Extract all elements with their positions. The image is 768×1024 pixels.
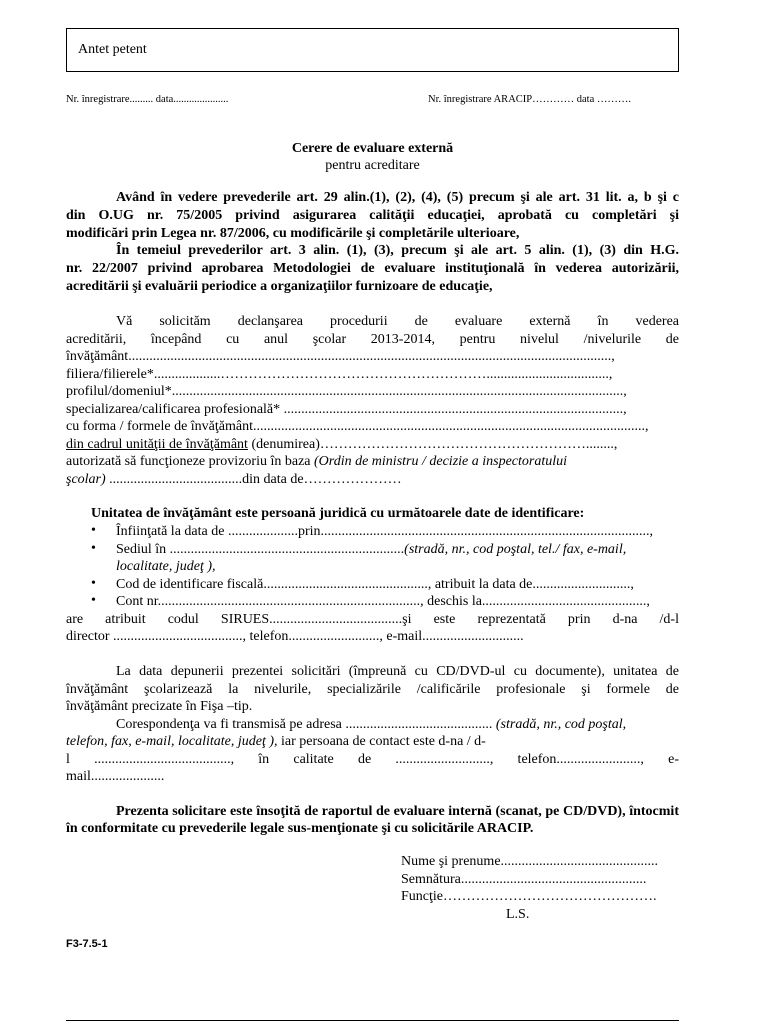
correspondence-hint: (stradă, nr., cod poştal, [495,717,627,732]
authorization-text: autorizată să funcţioneze provizoriu în baza [66,454,314,469]
legal-basis-line: nr. 22/2007 privind aprobarea Metodologiei de evaluare instituţională în vederea autorizării, [66,261,679,276]
bullet-icon: • [91,541,96,556]
contact-person-text: iar persoana de contact este d-na / d- [277,734,486,749]
request-line-forms: cu forma / formele de învăţământ................................................................................................................, [66,419,649,434]
legal-basis-line: acreditării şi evaluării periodice a organizaţiilor furnizoare de educaţie, [66,279,493,294]
signature-function-field: Funcţie………………………………………. [401,889,657,904]
document-subtitle: pentru acreditare [325,158,420,173]
identity-sirues: are atribuit codul SIRUES......................................şi este reprezentată prin d-na /d-l [66,612,679,627]
request-line-specialization: specializarea/calificarea profesională* ................................................................................................., [66,402,627,417]
closing-line: Prezenta solicitare este însoţită de raportul de evaluare internă (scanat, pe CD/DVD), întocmit [116,804,679,819]
unit-label: din cadrul unităţii de învăţământ [66,437,248,452]
request-line: acreditării, începând cu anul şcolar 2013-2014, pentru nivelul /nivelurile de [66,332,679,347]
request-line-track: filiera/filierele*...................…………………………………………………..................................., [66,367,613,382]
identity-bank-account: Cont nr..........................................................................., deschis la..............................................., [116,594,650,609]
footer-divider [66,1020,679,1021]
legal-basis-line: modificări prin Legea nr. 87/2006, cu modificările şi completările ulterioare, [66,226,520,241]
correspondence-hint-cont: telefon, fax, e-mail, localitate, judeţ ), [66,734,278,749]
signature-name-field: Nume şi prenume............................................. [401,854,659,869]
form-code: F3-7.5-1 [66,938,108,950]
identity-director: director ....................................., telefon.........................., e-mail............................. [66,629,524,644]
identity-heading: Unitatea de învăţământ este persoană juridică cu următoarele date de identificare: [91,506,585,521]
contact-person-line: l ......................................., în calitate de ..........................., telefon........................, e- [66,752,679,767]
bullet-icon: • [91,593,96,608]
address-field: Sediul în ................................................................... [116,542,405,557]
legal-basis-line: În temeiul prevederilor art. 3 alin. (1), (3), precum şi ale art. 5 alin. (1), (3) din H.G. [116,243,679,258]
request-line-level: învăţământ.........................................................................................................................................., [66,349,615,364]
applicant-header-box [66,28,679,72]
request-line-authorization [66,453,679,471]
registration-number-left: Nr. înregistrare......... data..................... [66,94,229,105]
identity-fiscal-code: Cod de identificare fiscală..............................................., atribuit la data de............................, [116,577,634,592]
bullet-icon: • [91,576,96,591]
unit-name-field: (denumirea)…………………………………………………........, [247,437,618,452]
contact-email-line: mail..................... [66,769,165,784]
submission-line: învăţământ şcolarizează la nivelurile, specializările /calificările profesionale şi formele de [66,682,679,697]
applicant-header-label: Antet petent [78,42,147,57]
correspondence-address-field: Corespondenţa va fi transmisă pe adresa .......................................... [116,717,496,732]
submission-line: La data depunerii prezentei solicitări (împreună cu CD/DVD-ul cu documente), unitatea de [116,664,679,679]
legal-basis-line: Având în vedere prevederile art. 29 alin.(1), (2), (4), (5) precum şi ale art. 31 lit. a, b şi c [116,190,679,205]
order-italic: şcolar) [66,472,106,487]
registration-number-aracip: Nr. înregistrare ARACIP………… data ………. [428,94,631,105]
correspondence-line [116,716,679,734]
request-line-profile: profilul/domeniul*................................................................................................................................., [66,384,627,399]
seal-label: L.S. [506,907,530,922]
identity-address [116,541,626,559]
closing-line: în conformitate cu prevederile legale sus-menţionate şi cu solicitările ARACIP. [66,821,534,836]
document-title: Cerere de evaluare externă [291,141,454,156]
signature-sign-field: Semnătura..................................................... [401,872,647,887]
request-line: Vă solicităm declanşarea procedurii de evaluare externă în vederea [116,314,679,329]
legal-basis-line: din O.UG nr. 75/2005 privind asigurarea calităţii educaţiei, aprobată cu completări şi [66,208,679,223]
correspondence-line [66,733,679,751]
request-line-unit [66,436,617,454]
request-line-order [66,471,402,489]
address-hint: (stradă, nr., cod poştal, tel./ fax, e-mail, [404,542,627,557]
bullet-icon: • [91,523,96,538]
submission-line: învăţământ precizate în Fişa –tip. [66,699,253,714]
identity-founded: Înfiinţată la data de ....................prin.............................................................................................., [116,524,653,539]
authorization-italic: (Ordin de ministru / decizie a inspectoratului [314,454,568,469]
identity-address-hint-cont: localitate, judeţ ), [116,559,216,574]
order-date-field: ......................................din data de………………… [105,472,402,487]
